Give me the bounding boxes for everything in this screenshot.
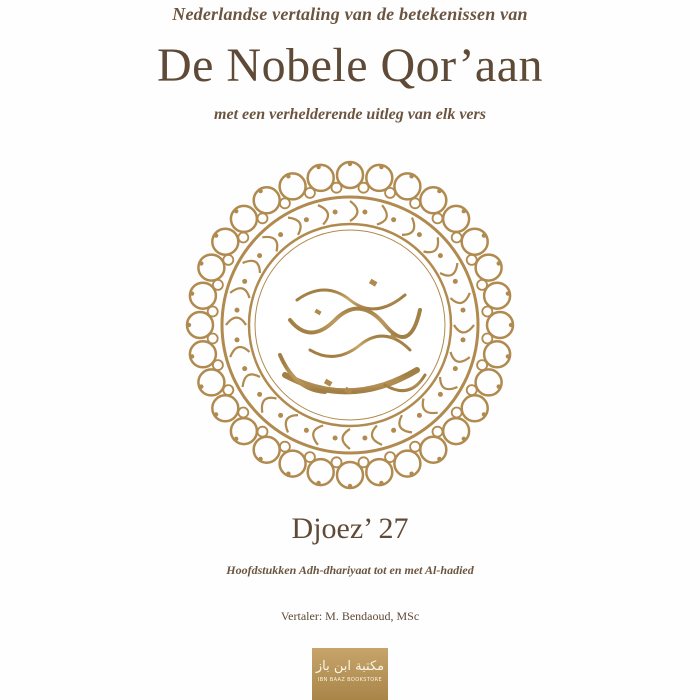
publisher-logo-arabic: مكتبة ابن باز	[315, 658, 385, 674]
cover-top-line: Nederlandse vertaling van de betekenissen van	[172, 4, 528, 24]
book-title: De Nobele Qor’aan	[156, 39, 544, 92]
book-subtitle: met een verhelderende uitleg van elk vers	[214, 106, 486, 123]
chapters-range: Hoofdstukken Adh-dhariyaat tot en met Al-hadied	[226, 563, 474, 577]
translator-credit: Vertaler: M. Bendaoud, MSc	[280, 609, 420, 623]
publisher-logo	[312, 648, 388, 700]
calligraphy-medallion-icon	[185, 160, 515, 490]
ornament-inner-ring	[249, 224, 451, 426]
part-number: Djoez’ 27	[291, 512, 409, 545]
publisher-name: IBN BAAZ BOOKSTORE	[317, 676, 383, 683]
